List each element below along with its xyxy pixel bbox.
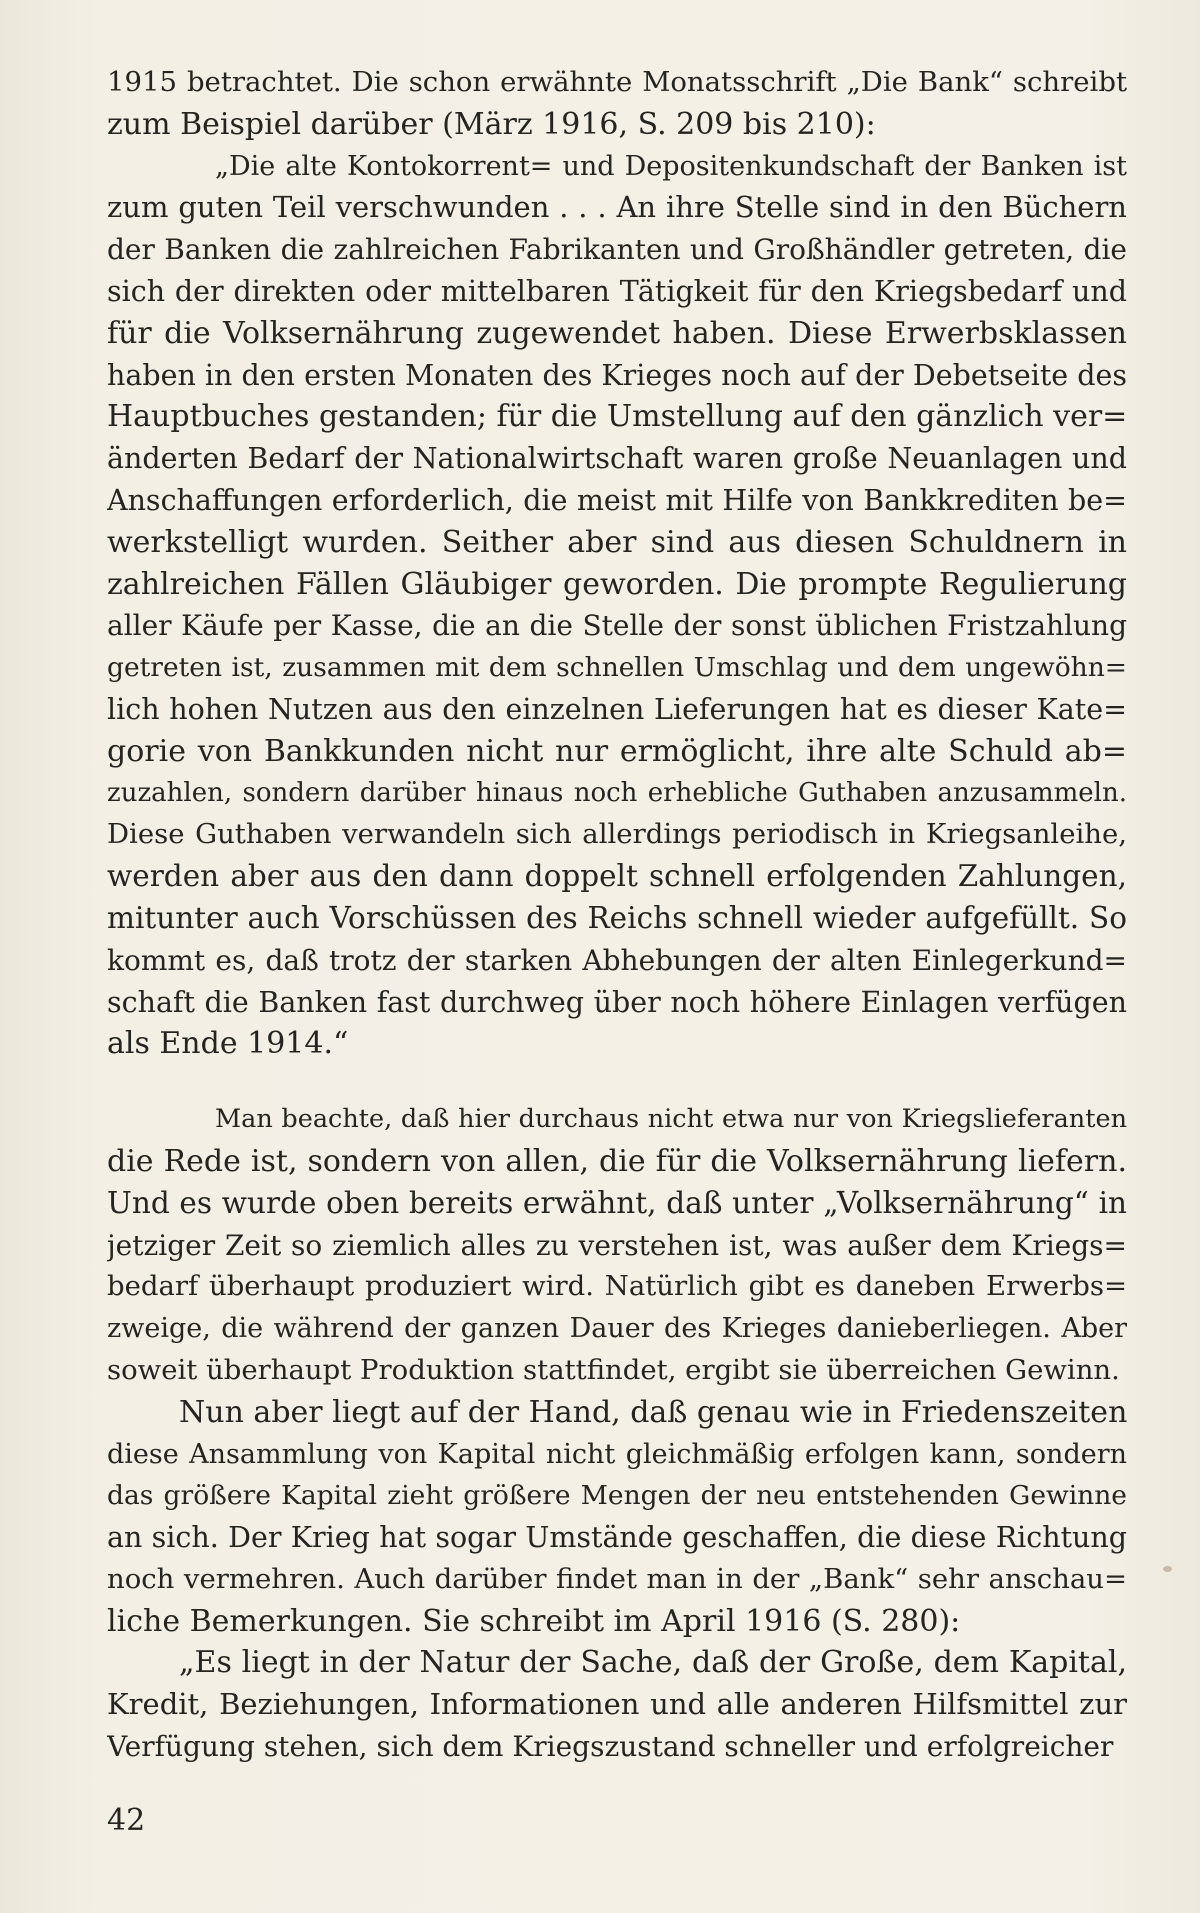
paragraph-quote-1 [107, 146, 1127, 1066]
text-line: „Es liegt in der Natur der Sache, daß der Große, dem Kapital, [179, 1645, 1127, 1681]
text-line: haben in den ersten Monaten des Krieges noch auf der Debetseite des [107, 358, 1127, 392]
text-line: kommt es, daß trotz der starken Abhebungen der alten Einlegerkund= [107, 943, 1127, 977]
text-line: liche Bemerkungen. Sie schreibt im April 1916 (S. 280): [107, 1603, 961, 1639]
text-line: Und es wurde oben bereits erwähnt, daß unter „Volksernährung“ in [107, 1185, 1127, 1220]
page-number: 42 [107, 1803, 146, 1838]
text-line: diese Ansammlung von Kapital nicht gleichmäßig erfolgen kann, sondern [107, 1438, 1127, 1470]
paragraph-gap [107, 1065, 1127, 1099]
text-line: soweit überhaupt Produktion stattfindet, ergibt sie überreichen Gewinn. [107, 1353, 1120, 1386]
text-line: Man beachte, daß hier durchaus nicht etwa nur von Kriegslieferanten [215, 1104, 1127, 1135]
text-line: an sich. Der Krieg hat sogar Umstände geschaffen, die diese Richtung [107, 1521, 1127, 1555]
text-line: zweige, die während der ganzen Dauer des Krieges danieberliegen. Aber [107, 1313, 1127, 1345]
paragraph-para-3 [107, 1392, 1127, 1643]
text-line: noch vermehren. Auch darüber findet man in der „Bank“ sehr anschau= [107, 1562, 1127, 1595]
text-line: werkstelligt wurden. Seither aber sind aus diesen Schuldnern in [107, 524, 1127, 560]
text-line: die Rede ist, sondern von allen, die für die Volksernährung liefern. [107, 1143, 1127, 1179]
page-text-body [107, 62, 1127, 1768]
text-line: änderten Bedarf der Nationalwirtschaft waren große Neuanlagen und [107, 442, 1127, 476]
text-line: Anschaffungen erforderlich, die meist mit Hilfe von Bankkrediten be= [107, 483, 1127, 517]
text-line: sich der direkten oder mittelbaren Tätigkeit für den Kriegsbedarf und [107, 274, 1127, 308]
paragraph-intro [107, 62, 1127, 146]
text-line: zahlreichen Fällen Gläubiger geworden. Die prompte Regulierung [107, 566, 1127, 602]
text-line: Nun aber liegt auf der Hand, daß genau wie in Friedenszeiten [179, 1394, 1127, 1430]
text-line: Hauptbuches gestanden; für die Umstellung auf den gänzlich ver= [107, 399, 1127, 435]
text-line: gorie von Bankkunden nicht nur ermöglicht, ihre alte Schuld ab= [107, 733, 1127, 769]
text-line: 1915 betrachtet. Die schon erwähnte Monatsschrift „Die Bank“ schreibt [107, 66, 1127, 98]
text-line: jetziger Zeit so ziemlich alles zu verstehen ist, was außer dem Kriegs= [107, 1228, 1127, 1262]
paragraph-para-2 [107, 1099, 1127, 1392]
text-line: mitunter auch Vorschüssen des Reichs schnell wieder aufgefüllt. So [107, 900, 1127, 935]
text-line: der Banken die zahlreichen Fabrikanten und Großhändler getreten, die [107, 233, 1127, 267]
text-line: zum Beispiel darüber (März 1916, S. 209 bis 210): [107, 106, 876, 142]
text-line: getreten ist, zusammen mit dem schnellen Umschlag und dem ungewöhn= [107, 652, 1127, 684]
text-line: als Ende 1914.“ [107, 1026, 349, 1062]
text-line: lich hohen Nutzen aus den einzelnen Lieferungen hat es dieser Kate= [107, 692, 1127, 726]
text-line: „Die alte Kontokorrent= und Depositenkundschaft der Banken ist [215, 150, 1127, 182]
text-line: werden aber aus den dann doppelt schnell erfolgenden Zahlungen, [107, 859, 1127, 894]
paper-spot [1163, 1566, 1172, 1572]
text-line: zuzahlen, sondern darüber hinaus noch erhebliche Guthaben anzusammeln. [107, 777, 1127, 808]
text-line: schaft die Banken fast durchweg über noch höhere Einlagen verfügen [107, 985, 1127, 1019]
text-line: das größere Kapital zieht größere Mengen der neu entstehenden Gewinne [107, 1480, 1127, 1512]
text-line: Diese Guthaben verwandeln sich allerdings periodisch in Kriegsanleihe, [107, 818, 1127, 851]
text-line: Kredit, Beziehungen, Informationen und alle anderen Hilfsmittel zur [107, 1687, 1127, 1722]
text-line: zum guten Teil verschwunden . . . An ihre Stelle sind in den Büchern [107, 190, 1127, 225]
text-line: für die Volksernährung zugewendet haben. Diese Erwerbsklassen [107, 315, 1127, 351]
text-line: aller Käufe per Kasse, die an die Stelle der sonst üblichen Fristzahlung [107, 609, 1127, 643]
paragraph-quote-2 [107, 1642, 1127, 1767]
text-line: bedarf überhaupt produziert wird. Natürlich gibt es daneben Erwerbs= [107, 1270, 1127, 1303]
text-line: Verfügung stehen, sich dem Kriegszustand schneller und erfolgreicher [107, 1730, 1114, 1764]
